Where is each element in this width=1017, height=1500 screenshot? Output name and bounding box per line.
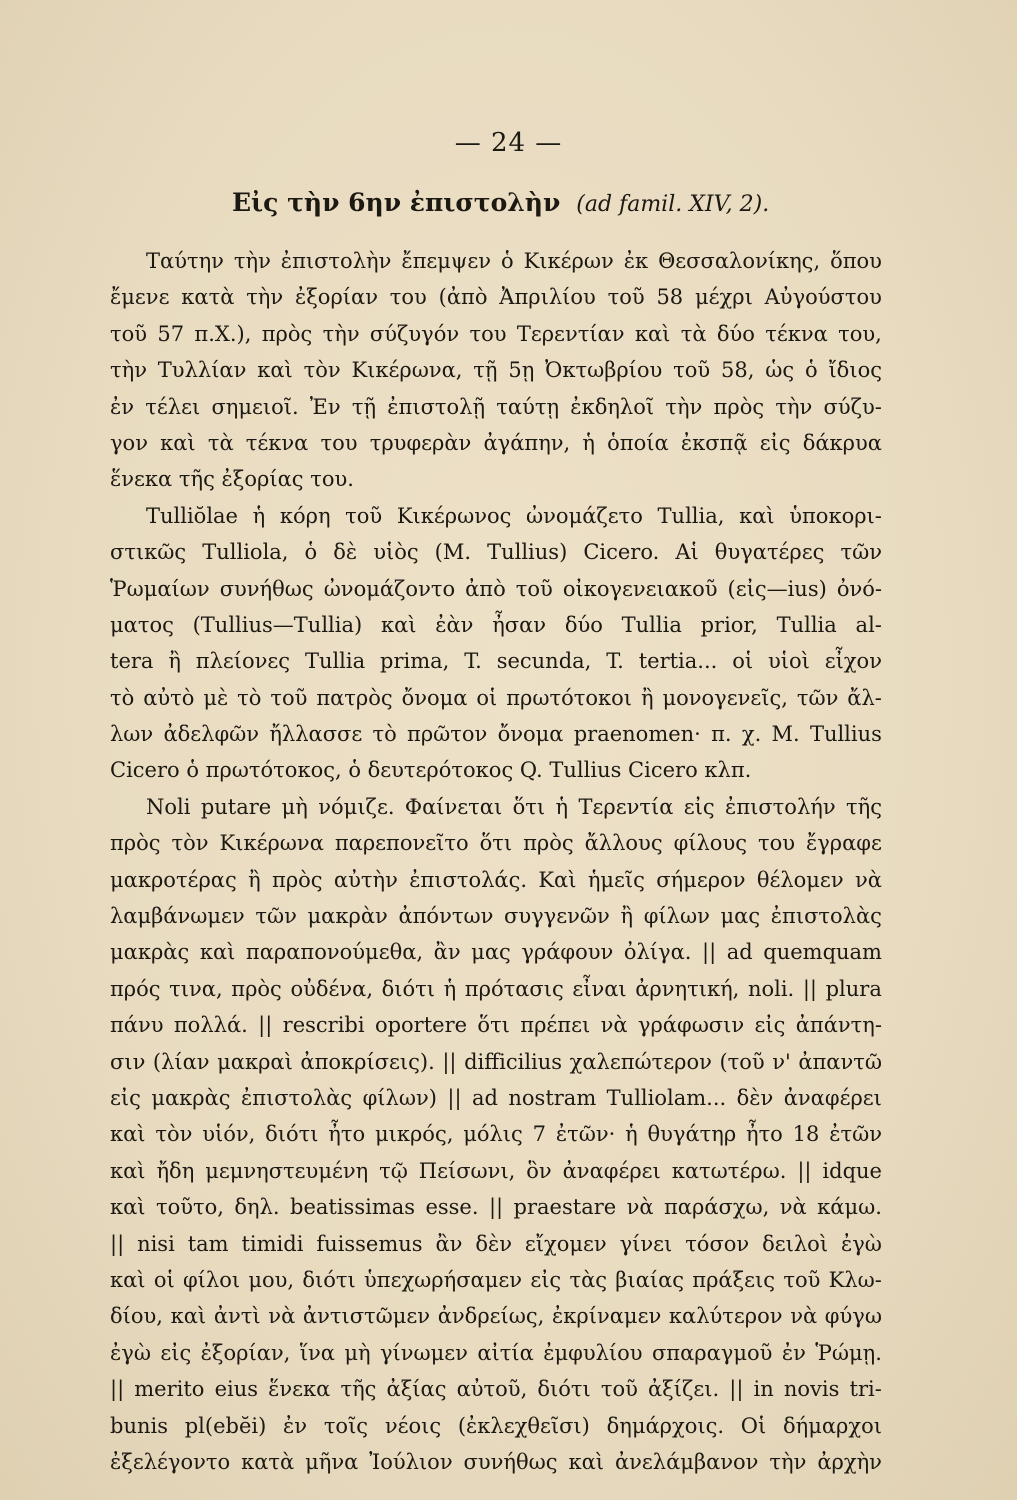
text-line: Noli putare μὴ νόμιζε. Φαίνεται ὅτι ἡ Τερεντία εἰς ἐπιστολήν τῆς: [146, 794, 882, 819]
text-line: || nisi tam timidi fuissemus ἂν δὲν εἴχομεν γίνει τόσον δειλοὶ ἐγὼ: [110, 1231, 882, 1256]
text-line: ἐξελέγοντο κατὰ μῆνα Ἰούλιον συνήθως καὶ ἀνελάμβανον τὴν ἀρχὴν: [110, 1449, 882, 1474]
text-line: tera ἢ πλείονες Tullia prima, T. secunda, T. tertia... οἱ υἱοὶ εἶχον: [110, 649, 882, 674]
text-line: ἕνεκα τῆς ἐξορίας του.: [110, 467, 354, 492]
text-line: ἐν τέλει σημειοῖ. Ἐν τῇ ἐπιστολῇ ταύτῃ ἐκδηλοῖ τὴν πρὸς τὴν σύζυ-: [110, 394, 882, 419]
text-line: καὶ τὸν υἱόν, διότι ἦτο μικρός, μόλις 7 ἐτῶν· ἡ θυγάτηρ ἦτο 18 ἐτῶν: [110, 1122, 882, 1147]
text-line: bunis pl(ebĕi) ἐν τοῖς νέοις (ἐκλεχθεῖσι) δημάρχοις. Οἱ δήμαρχοι: [110, 1413, 882, 1438]
text-line: λαμβάνωμεν τῶν μακρὰν ἀπόντων συγγενῶν ἢ φίλων μας ἐπιστολὰς: [110, 904, 882, 929]
text-line: λων ἀδελφῶν ἤλλασσε τὸ πρῶτον ὄνομα praenomen· π. χ. M. Tullius: [110, 722, 882, 747]
heading-latin-reference: (ad famil. XIV, 2).: [576, 192, 770, 217]
text-line: γον καὶ τὰ τέκνα του τρυφερὰν ἀγάπην, ἡ ὁποία ἐκσπᾷ εἰς δάκρυα: [110, 430, 882, 455]
text-line: τὴν Τυλλίαν καὶ τὸν Κικέρωνα, τῇ 5ῃ Ὀκτωβρίου τοῦ 58, ὡς ὁ ἴδιος: [110, 358, 882, 383]
text-line: ἐγὼ εἰς ἐξορίαν, ἵνα μὴ γίνωμεν αἰτία ἐμφυλίου σπαραγμοῦ ἐν Ῥώμῃ.: [110, 1340, 882, 1365]
text-line: τὸ αὐτὸ μὲ τὸ τοῦ πατρὸς ὄνομα οἱ πρωτότοκοι ἢ μονογενεῖς, τῶν ἄλ-: [110, 685, 882, 710]
text-line: Tulliŏlae ἡ κόρη τοῦ Κικέρωνος ὠνομάζετο Tullia, καὶ ὑποκορι-: [146, 503, 882, 528]
text-line: πάνυ πολλά. || rescribi oportere ὅτι πρέπει νὰ γράφωσιν εἰς ἀπάντη-: [110, 1013, 882, 1038]
text-line: ἔμενε κατὰ τὴν ἐξορίαν του (ἀπὸ Ἀπριλίου τοῦ 58 μέχρι Αὐγούστου: [110, 285, 882, 310]
text-line: Cicero ὁ πρωτότοκος, ὁ δευτερότοκος Q. Tullius Cicero κλπ.: [110, 758, 752, 783]
text-line: στικῶς Tulliola, ὁ δὲ υἱὸς (M. Tullius) Cicero. Αἱ θυγατέρες τῶν: [110, 540, 882, 565]
text-line: πρὸς τὸν Κικέρωνα παρεπονεῖτο ὅτι πρὸς ἄλλους φίλους του ἔγραφε: [110, 831, 882, 856]
text-line: μακροτέρας ἢ πρὸς αὐτὴν ἐπιστολάς. Καὶ ἡμεῖς σήμερον θέλομεν νὰ: [110, 867, 882, 892]
text-line: πρός τινα, πρὸς οὐδένα, διότι ἡ πρότασις εἶναι ἀρνητική, noli. || plura: [110, 976, 882, 1001]
section-heading: [232, 188, 769, 217]
text-line: ματος (Tullius—Tullia) καὶ ἐὰν ἦσαν δύο Tullia prior, Tullia al-: [110, 612, 882, 637]
text-line: εἰς μακρὰς ἐπιστολὰς φίλων) || ad nostram Tulliolam... δὲν ἀναφέρει: [110, 1085, 882, 1110]
text-line: Ῥωμαίων συνήθως ὠνομάζοντο ἀπὸ τοῦ οἰκογενειακοῦ (εἰς—ius) ὀνό-: [110, 576, 882, 601]
text-line: τοῦ 57 π.Χ.), πρὸς τὴν σύζυγόν του Τερεντίαν καὶ τὰ δύο τέκνα του,: [110, 321, 882, 346]
body-text: [110, 243, 882, 1480]
text-line: σιν (λίαν μακραὶ ἀποκρίσεις). || difficilius χαλεπώτερον (τοῦ ν' ἀπαντῶ: [110, 1049, 882, 1074]
text-line: καὶ τοῦτο, δηλ. beatissimas esse. || praestare νὰ παράσχω, νὰ κάμω.: [110, 1195, 882, 1220]
page-number: — 24 —: [454, 128, 563, 158]
heading-greek: Εἰς τὴν 6ην ἐπιστολὴν: [232, 188, 561, 217]
text-line: καὶ ἤδη μεμνηστευμένη τῷ Πείσωνι, ὃν ἀναφέρει κατωτέρω. || idque: [110, 1158, 882, 1183]
text-line: καὶ οἱ φίλοι μου, διότι ὑπεχωρήσαμεν εἰς τὰς βιαίας πράξεις τοῦ Κλω-: [110, 1267, 882, 1292]
text-line: Ταύτην τὴν ἐπιστολὴν ἔπεμψεν ὁ Κικέρων ἐκ Θεσσαλονίκης, ὅπου: [146, 249, 882, 273]
text-line: || merito eius ἕνεκα τῆς ἀξίας αὐτοῦ, διότι τοῦ ἀξίζει. || in novis tri-: [110, 1377, 882, 1402]
text-line: δίου, καὶ ἀντὶ νὰ ἀντιστῶμεν ἀνδρείως, ἐκρίναμεν καλύτερον νὰ φύγω: [110, 1304, 882, 1329]
text-line: μακρὰς καὶ παραπονούμεθα, ἂν μας γράφουν ὀλίγα. || ad quemquam: [110, 940, 882, 965]
